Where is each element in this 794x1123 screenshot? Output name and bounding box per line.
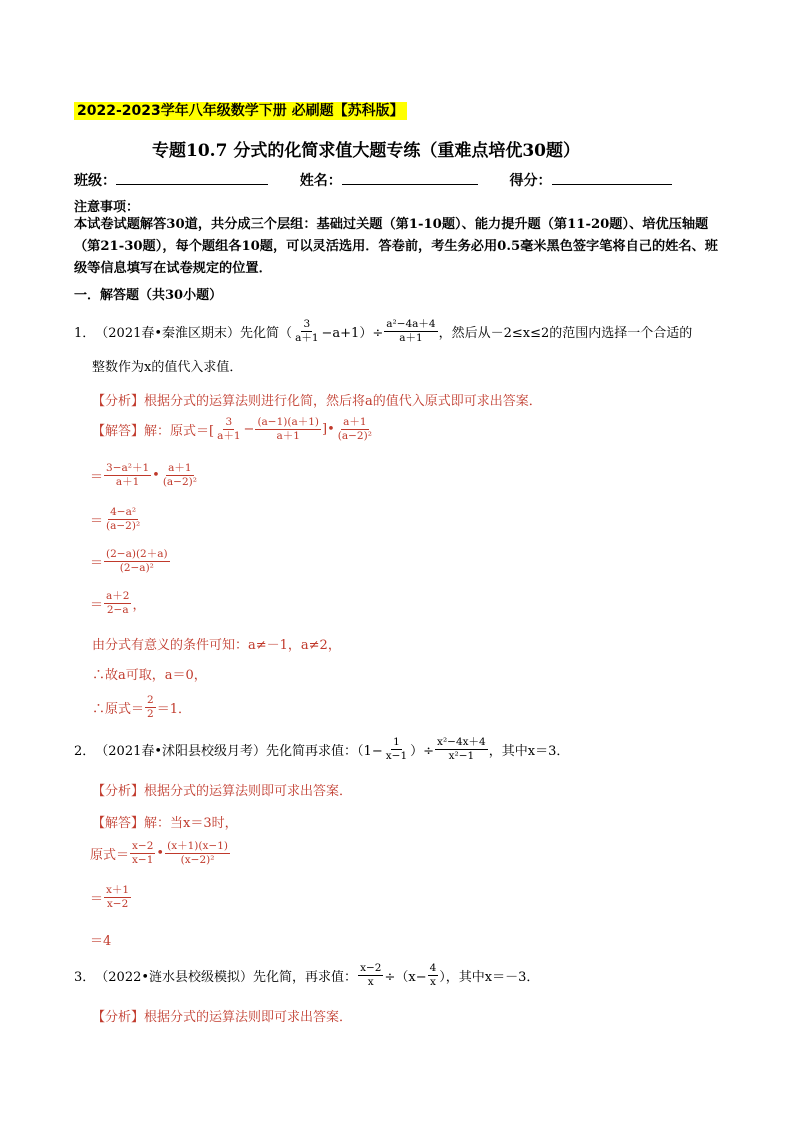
q1-s1-fraction-1: $\frac{3}{a+1}$: [217, 416, 241, 442]
q3-source: （2022•涟水县校级模拟）: [95, 970, 254, 985]
q3-text-b: ÷（x−: [384, 970, 427, 985]
q2-fraction-1: $\frac{1}{x-1}$: [385, 736, 408, 762]
q1-final-fraction: $\frac{2}{2}$: [147, 694, 154, 720]
q1-fraction-1: $\frac{3}{a+1}$: [295, 318, 319, 344]
q1-s2-fraction-1: $\frac{\text{3−a²＋1}}{a+1}$: [106, 462, 150, 488]
q2-s1-lead: 原式＝: [90, 848, 130, 863]
q1-text-d: 整数作为x的值代入求值．: [92, 360, 243, 375]
q1-final-lead: ∴原式＝: [92, 702, 145, 717]
q1-therefore: ∴故a可取，a＝0，: [92, 668, 207, 683]
q2-s2-fraction: $\frac{x+1}{x-2}$: [106, 884, 130, 910]
q1-s3-eq: ＝: [90, 514, 104, 529]
q1-s1-mid: ]•: [322, 422, 335, 437]
q1-final-tail: ＝1．: [156, 702, 191, 717]
q1-s2-fraction-2: $\frac{a+1}{\text{(a−2)²}}$: [162, 462, 197, 488]
q2-fraction-2: $\frac{\text{x²−4x＋4}}{\text{x²−1}}$: [437, 736, 486, 762]
q2-analysis-tag: 【分析】: [92, 784, 145, 799]
q3-text-c: ），其中x＝－3．: [439, 970, 540, 985]
q3-text-a: 先化简，再求值：: [253, 970, 358, 985]
q2-s1-dot: •: [156, 846, 165, 861]
info-row: [74, 170, 672, 190]
question-3: [74, 962, 539, 989]
q1-text-a: 先化简（: [240, 326, 293, 341]
q1-answer-tag: 【解答】: [92, 424, 145, 439]
document-title: 专题10.7 分式的化简求值大题专练（重难点培优30题）: [152, 141, 580, 161]
q3-analysis-tag: 【分析】: [92, 1010, 145, 1025]
score-field: [552, 170, 672, 185]
q1-s4-eq: ＝: [90, 556, 104, 571]
q1-step-4: [90, 548, 171, 575]
q1-step-5: [90, 590, 145, 617]
q1-source: （2021春•秦淮区期末）: [95, 326, 241, 341]
q1-analysis-tag: 【分析】: [92, 394, 145, 409]
q1-s2-eq: ＝: [90, 470, 104, 485]
q1-s5-eq: ＝: [90, 598, 104, 613]
q1-s1-minus: −: [243, 422, 255, 437]
q2-s2-eq: ＝: [90, 892, 104, 907]
question-2: [74, 736, 569, 763]
q1-answer-line-1: [92, 416, 375, 443]
q3-analysis-text: 根据分式的运算法则即可求出答案．: [144, 1010, 353, 1025]
q2-text-c: ，其中x＝3．: [488, 744, 570, 759]
q1-text-c: ，然后从－2≤x≤2的范围内选择一个合适的: [438, 326, 693, 341]
q1-condition: 由分式有意义的条件可知：a≠－1，a≠2，: [92, 638, 341, 653]
q1-s2-dot: •: [152, 468, 160, 483]
notice-body: 本试卷试题解答30道，共分成三个层组：基础过关题（第1-10题）、能力提升题（第11-20题）、培优压轴题（第21-30题），每个题组各10题，可以灵活选用．答卷前，考生务必用0.5毫米黑色签字笔将自己的姓名、班级等信息填写在试卷规定的位置．: [74, 217, 718, 276]
class-label: 班级：: [74, 173, 116, 189]
q2-answer-tag: 【解答】: [92, 816, 145, 831]
q3-analysis: [92, 1006, 352, 1025]
q2-step-1: [90, 840, 231, 867]
q2-analysis: [92, 780, 352, 799]
q1-answer-lead: 解：原式＝[: [144, 424, 215, 439]
q1-step-3: [90, 506, 143, 533]
q1-s5-fraction: $\frac{a+2}{2-a}$: [106, 590, 130, 616]
q1-step-2: [90, 462, 200, 489]
q3-number: 3．: [74, 970, 96, 985]
q2-answer: [92, 812, 238, 831]
class-field: [116, 170, 268, 185]
q3-fraction-1: $\frac{x-2}{x}$: [360, 962, 382, 988]
q3-fraction-2: $\frac{4}{x}$: [429, 962, 437, 988]
question-1: [74, 318, 692, 345]
q2-number: 2．: [74, 744, 96, 759]
q2-source: （2021春•沭阳县校级月考）: [95, 744, 267, 759]
q2-s1-fraction-2: $\frac{(x+1)(x-1)}{\text{(x−2)²}}$: [167, 840, 228, 866]
q1-s1-fraction-2: $\frac{(a-1)(a+1)}{a+1}$: [257, 416, 320, 442]
q1-text-b: −a+1）÷: [321, 326, 384, 341]
q2-analysis-text: 根据分式的运算法则即可求出答案．: [144, 784, 353, 799]
q1-analysis-text: 根据分式的运算法则进行化简，然后将a的值代入原式即可求出答案．: [144, 394, 542, 409]
name-label: 姓名：: [299, 173, 342, 189]
q1-s1-fraction-3: $\frac{a+1}{\text{(a−2)²}}$: [337, 416, 372, 442]
q2-answer-text: 解：当x＝3时，: [144, 816, 238, 831]
section-title: 一．解答题（共30小题）: [74, 288, 223, 303]
q2-step-2: [90, 884, 132, 911]
q1-s4-fraction: $\frac{(2-a)(2+a)}{\text{(2−a)²}}$: [106, 548, 168, 574]
score-label: 得分：: [509, 173, 552, 189]
q2-s1-fraction-1: $\frac{x-2}{x-1}$: [132, 840, 154, 866]
q1-fraction-2: $\frac{\text{a²−4a＋4}}{a+1}$: [386, 318, 436, 344]
name-field: [342, 170, 478, 185]
header-banner: [74, 100, 407, 120]
q2-text-a: 先化简再求值：（1−: [266, 744, 383, 759]
banner-text: 2022-2023学年八年级数学下册 必刷题【苏科版】: [74, 102, 407, 120]
q2-text-b: ）÷: [410, 744, 435, 759]
q1-analysis: [92, 390, 542, 409]
q1-s3-fraction: $\frac{\text{4−a²}}{\text{(a−2)²}}$: [106, 506, 141, 532]
q1-final: [92, 694, 191, 721]
q1-s5-tail: ，: [132, 598, 146, 613]
q2-step-3: ＝4: [90, 934, 112, 949]
q1-number: 1．: [74, 326, 96, 341]
notice-heading: 注意事项：: [74, 200, 140, 215]
